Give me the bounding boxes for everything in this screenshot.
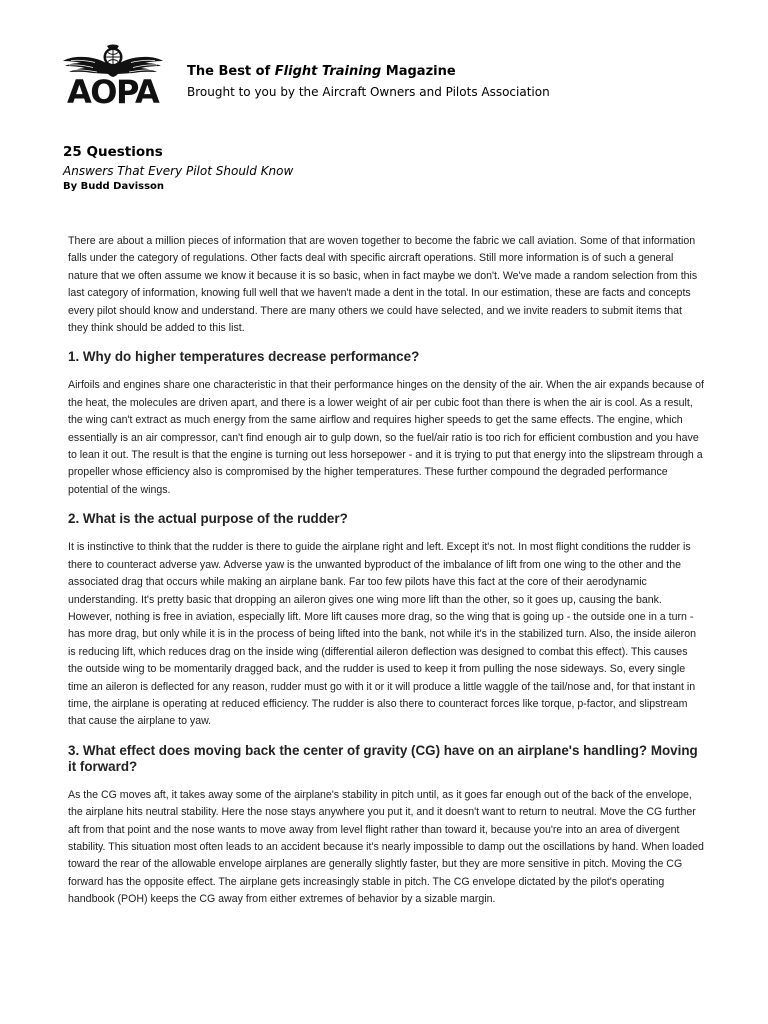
publication-title (187, 64, 550, 79)
publication-title-prefix: The Best of (187, 64, 275, 79)
intro-paragraph: There are about a million pieces of information that are woven together to become the fabric we call aviation. Some of that information falls under the category of regulations. Other facts deal with specific aircraft operations. Still more information is of such a general nature that we often assume we know it because it is so basic, when in fact maybe we don't. We've made a random selection from this last category of information, knowing full well that we haven't made a dent in the total. In our estimation, these are facts and concepts every pilot should know and understand. There are many others we could have selected, and we invite readers to submit items that they think should be added to this list. (68, 235, 698, 335)
aopa-logo (63, 44, 163, 110)
publication-subtitle: Brought to you by the Aircraft Owners and Pilots Association (187, 85, 550, 99)
publication-title-italic: Flight Training (274, 64, 382, 79)
question-1-heading: 1. Why do higher temperatures decrease performance? (68, 349, 420, 365)
question-2-heading: 2. What is the actual purpose of the rudder? (68, 511, 348, 527)
question-3-body: As the CG moves aft, it takes away some of the airplane's stability in pitch until, as it goes far enough out of the back of the envelope, the airplane hits neutral stability. Here the nose stays anywhere you put it, and it doesn't want to return to neutral. Move the CG further aft from that point and the nose wants to move away from level flight rather than toward it, because you're into an area of divergent stability. This situation most often leads to an accident because it's nearly impossible to damp out the oscillations by hand. When loaded toward the rear of the allowable envelope airplanes are generally slightly faster, but they are more sensitive in pitch. Moving the CG forward has the opposite effect. The airplane gets increasingly stable in pitch. The CG envelope dictated by the pilot's operating handbook (POH) keeps the CG away from either extremes of behavior by a sizable margin. (68, 788, 704, 906)
question-2-body: It is instinctive to think that the rudder is there to guide the airplane right and left. Except it's not. In most flight conditions the rudder is there to counteract adverse yaw. Adverse yaw is the unwanted byproduct of the imbalance of lift from one wing to the other and the associated drag that occurs while making an airplane bank. Far too few pilots have this fact at the core of their aerodynamic understanding. It's pretty basic that dropping an aileron gives one wing more lift than the other, so it goes up, causing the bank. However, nothing is free in aviation, especially lift. More lift causes more drag, so the wing that is going up - the outside one in a turn - has more drag, but only while it is in the process of being lifted into the bank, not while it's in the stabilized turn. Also, the inside aileron is reducing lift, which reduces drag on the inside wing (differential aileron deflection was designed to combat this effect). This causes the outside wing to be momentarily dragged back, and the rudder is used to keep it from pulling the nose sideways. So, every single time an aileron is deflected for any reason, rudder must go with it or it will produce a little waggle of the tail/nose and, for that instant in time, the airplane is operating at reduced efficiency. The rudder is also there to counteract forces like torque, p-factor, and slipstream that cause the airplane to yaw. (68, 541, 696, 728)
question-3-heading: 3. What effect does moving back the center of gravity (CG) have on an airplane's handling? Moving it forward? (68, 742, 698, 774)
article-subtitle: Answers That Every Pilot Should Know (63, 164, 294, 178)
publication-title-suffix: Magazine (381, 64, 456, 79)
article-byline: By Budd Davisson (63, 181, 165, 192)
question-1-body: Airfoils and engines share one characteristic in that their performance hinges on the density of the air. When the air expands because of the heat, the molecules are driven apart, and there is a lower weight of air per cubic foot than there is when the air is cool. As a result, the wing can't extract as much energy from the same airflow and requires higher speeds to get the same effects. The engine, which essentially is an air compressor, can't find enough air to gulp down, so the fuel/air ratio is too rich for efficient combustion and you have to lean it out. The result is that the engine is turning out less horsepower - and it is trying to put that energy into the slipstream through a propeller whose efficiency also is compromised by the higher temperatures. These further compound the degraded performance potential of the wings. (68, 379, 704, 496)
article-body (68, 233, 704, 909)
article-title: 25 Questions (63, 144, 163, 160)
aopa-logo-text: AOPA (67, 73, 159, 111)
publication-header (187, 64, 550, 99)
article-header (63, 144, 293, 192)
